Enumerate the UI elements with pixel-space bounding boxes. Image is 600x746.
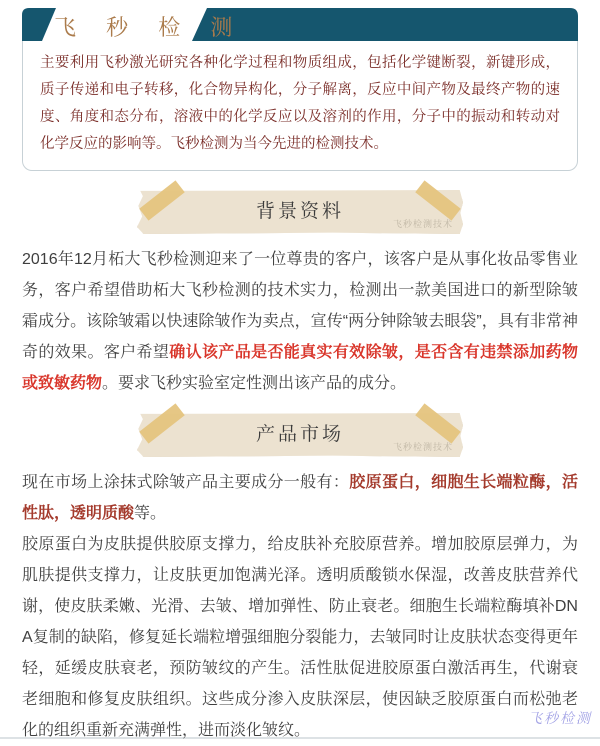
banner-label: 背景资料 bbox=[255, 201, 344, 222]
banner-label: 产品市场 bbox=[255, 424, 344, 445]
intro-text: 主要利用飞秒激光研究各种化学过程和物质组成，包括化学键断裂，新键形成，质子传递和电子转移，化合物异构化，分子解离，反应中间产物及最终产物的速度、角度和态分布，溶液中的化学反应以及溶剂的作用，分子中的振动和转动对化学反应的影响等。飞秒检测为当今先进的检测技术。 bbox=[40, 55, 560, 152]
background-paragraph bbox=[22, 244, 578, 399]
market-paragraph-detail: 胶原蛋白为皮肤提供胶原支撑力，给皮肤补充胶原营养。增加胶原层弹力，为肌肤提供支撑力，让皮肤更加饱满光泽。透明质酸锁水保湿，改善皮肤营养代谢，使皮肤柔嫩、光滑、去皱、增加弹性、防止衰老。细胞生长端粒酶填补DNA复制的缺陷，修复延长端粒增强细胞分裂能力，去皱同时让皮肤状态变得更年轻，延缓皮肤衰老，预防皱纹的产生。活性肽促进胶原蛋白激活再生，代谢衰老细胞和修复皮肤组织。这些成分渗入皮肤深层，使因缺乏胶原蛋白而松弛老化的组织重新充满弹性，进而淡化皱纹。 bbox=[22, 536, 578, 739]
background-text-normal-1: 2016年12月柘大飞秒检测迎来了一位尊贵的客户，该客户是从事化妆品零售业务，客户希望借助柘大飞秒检测的技术实力，检测出一款美国进口的新型除皱霜成分。该除皱霜以快速除皱作为卖点，宣传“两分钟除皱去眼袋”，具有非常神奇的效果。客户希望 bbox=[22, 251, 578, 361]
intro-box bbox=[22, 41, 578, 171]
market-text-normal-2: 等。 bbox=[134, 505, 167, 522]
background-text-highlight: 确认该产品是否能真实有效除皱，是否含有违禁添加药物或致敏药物 bbox=[22, 344, 578, 392]
banner-watermark: 飞秒检测技术 bbox=[392, 219, 453, 229]
market-text-normal-1: 现在市场上涂抹式除皱产品主要成分一般有： bbox=[22, 474, 350, 491]
section-banner-market bbox=[137, 409, 463, 455]
banner-watermark: 飞秒检测技术 bbox=[392, 442, 453, 452]
header-left-slab bbox=[22, 8, 56, 41]
page-header bbox=[22, 8, 578, 41]
page-title: 飞 秒 检 测 bbox=[54, 15, 245, 40]
header-right-slab bbox=[192, 8, 578, 41]
market-text-keywords: 胶原蛋白，细胞生长端粒酶，活性肽，透明质酸 bbox=[22, 474, 578, 522]
background-text-normal-2: 。要求飞秒实验室定性测出该产品的成分。 bbox=[102, 375, 407, 392]
market-paragraph-intro bbox=[22, 467, 578, 529]
section-banner-background bbox=[137, 186, 463, 232]
site-watermark: 飞秒检测 bbox=[528, 710, 592, 726]
